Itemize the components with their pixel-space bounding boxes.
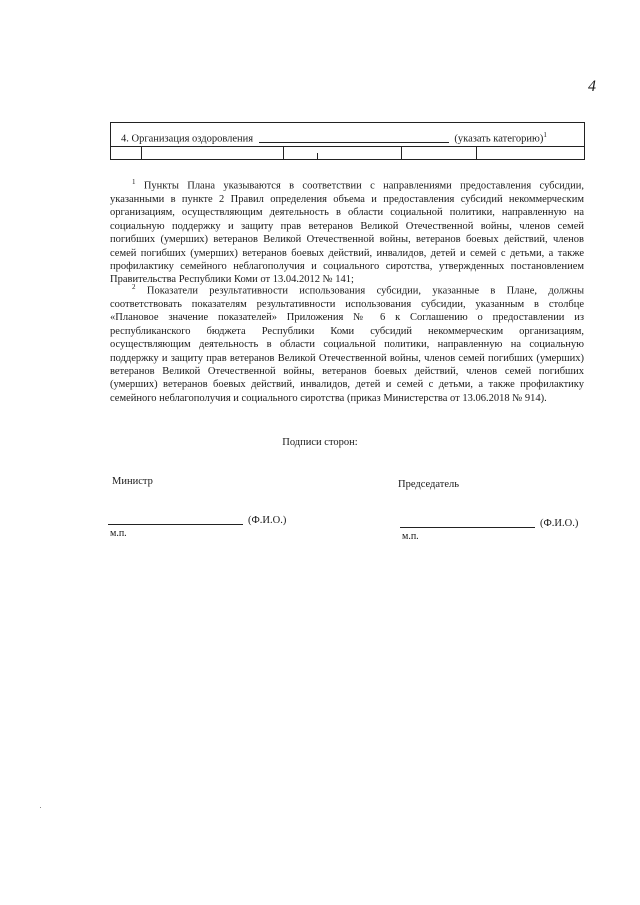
signature-line-right xyxy=(400,517,578,529)
table-divider xyxy=(476,147,477,159)
signature-blank xyxy=(108,514,243,525)
plan-table xyxy=(110,122,585,160)
footnote-text: Показатели результативности использования субсидии, указанные в Плане, должны соответствовать показателям результативности использования субсидии, указанным в столбце «Плановое значение показателей» Приложения № 6 к Соглашению о предоставлении из республиканского бюджета Республики Коми субсидий некоммерческим организациям, осуществляющим деятельность в области социальной политики, направленную на социальную поддержку и защиту прав ветеранов Великой Отечественной войны, членов семей погибших (умерших) ветеранов Великой Отечественной войны, ветеранов боевых действий, членов семей погибших (умерших) ветеранов боевых действий, инвалидов, детей и семей с детьми, а также профилактику семейного неблагополучия и социального сиротства (приказ Министерства от 13.06.2018 № 914). xyxy=(110,285,585,404)
fio-label: (Ф.И.О.) xyxy=(248,515,287,526)
table-divider xyxy=(141,147,142,159)
table-row xyxy=(111,123,584,147)
category-note: (указать категорию) xyxy=(454,133,544,145)
footnote-2 xyxy=(110,281,584,405)
footnote-mark: 1 xyxy=(132,178,136,186)
signer-right-role: Председатель xyxy=(398,479,460,490)
footnote-mark: 2 xyxy=(132,283,136,291)
table-divider xyxy=(317,153,318,159)
table-divider xyxy=(283,147,284,159)
footnote-1 xyxy=(110,176,584,287)
table-row-empty xyxy=(111,147,584,159)
footnote-text: Пункты Плана указываются в соответствии с направлениями предоставления субсидии, указанными в пункте 2 Правил определения объема и предоставления субсидий некоммерческим организациям, осуществляющим деятельность в области социальной политики, направленную на социальную поддержку и защиту прав ветеранов Великой Отечественной войны, членов семей погибших (умерших) ветеранов Великой Отечественной войны, ветеранов боевых действий, членов семей погибших (умерших) ветеранов боевых действий, инвалидов, детей и семей с детьми, а также профилактику семейного неблагополучия и социального сиротства, утвержденных постановлением Правительства Республики Коми от 13.04.2012 № 141; xyxy=(110,180,585,286)
page-number: 4 xyxy=(588,78,596,95)
fio-label: (Ф.И.О.) xyxy=(540,518,579,529)
signature-line-left xyxy=(108,514,286,526)
signature-blank xyxy=(400,517,535,528)
footnote-ref: 1 xyxy=(543,131,547,139)
stamp-place-right: м.п. xyxy=(402,531,419,542)
row-label: 4. Организация оздоровления xyxy=(121,133,254,145)
signer-left-role: Министр xyxy=(112,476,153,487)
table-divider xyxy=(401,147,402,159)
scan-speck xyxy=(40,807,41,808)
stamp-place-left: м.п. xyxy=(110,528,127,539)
signatures-title: Подписи сторон: xyxy=(282,437,358,448)
blank-field xyxy=(259,130,449,143)
